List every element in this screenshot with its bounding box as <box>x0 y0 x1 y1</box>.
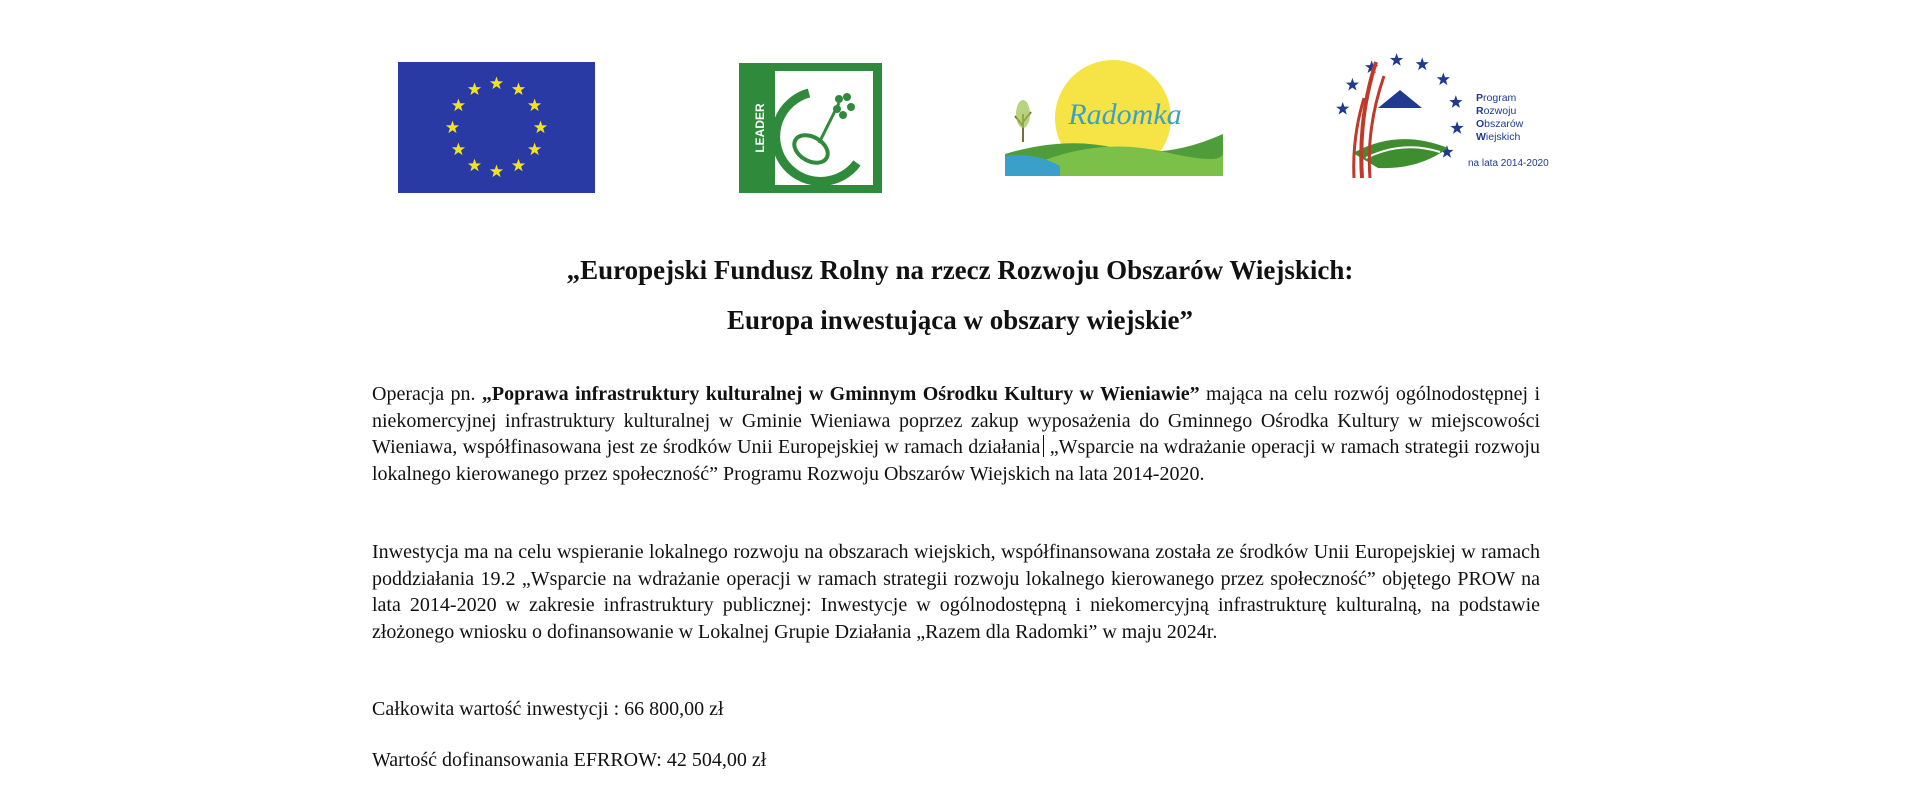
total-value-text: Całkowita wartość inwestycji : 66 800,00 zł <box>372 698 724 720</box>
operation-desc: mająca na celu rozwój ogólnodostępnej i niekomercyjnej infrastruktury kulturalnej w Gminie Wieniawa poprzez zakup wyposażenia do Gminnego Ośrodka Kultury w miejscowości Wieniawa, współfinasowana jest ze środków Unii Europejskiej w ramach działania <box>372 383 1541 458</box>
heading-line-2: Europa inwestująca w obszary wiejskie” <box>726 305 1193 335</box>
prow-star-icon <box>1390 53 1403 66</box>
prow-years: na lata 2014-2020 <box>1468 158 1549 169</box>
prow-logo <box>1318 48 1553 178</box>
prow-star-icon <box>1416 57 1429 70</box>
leader-logo <box>739 63 882 193</box>
prow-star-icon <box>1449 95 1462 108</box>
prow-star-icon <box>1437 72 1450 85</box>
radomka-logo-icon <box>1005 56 1223 176</box>
cofinancing-value <box>372 747 1540 774</box>
radomka-text: Radomka <box>1068 98 1182 131</box>
eu-flag-logo <box>398 62 595 193</box>
prow-star-icon <box>1336 102 1349 115</box>
leader-logo-icon <box>739 63 882 193</box>
prow-text: Program Rozwoju Obszarów Wiejskich <box>1476 92 1524 143</box>
heading-line-1: „Europejski Fundusz Rolny na rzecz Rozwoju Obszarów Wiejskich: <box>566 255 1354 285</box>
prow-star-icon <box>1450 121 1463 134</box>
investment-text: Inwestycja ma na celu wspieranie lokalnego rozwoju na obszarach wiejskich, współfinansowana została ze środków Unii Europejskiej w ramach poddziałania 19.2 „Wsparcie na wdrażanie operacji w ramach strategii rozwoju lokalnego kierowanego przez społeczność” objętego PROW na lata 2014-2020 w zakresie infrastruktury publicznej: Inwestycje w ogólnodostępną i niekomercyjną infrastrukturę kulturalną, na podstawie złożonego wniosku o dofinansowanie w Lokalnej Grupie Działania „Razem dla Radomki” w maju 2024r. <box>372 541 1540 643</box>
leader-text: LEADER <box>753 103 767 153</box>
prow-star-icon <box>1346 78 1359 91</box>
prow-logo-icon <box>1318 48 1468 178</box>
eu-flag-icon <box>398 62 595 193</box>
paragraph-operation <box>372 381 1540 487</box>
paragraph-investment <box>372 539 1540 645</box>
operation-program: „Wsparcie na wdrażanie operacji w ramach strategii rozwoju lokalnego kierowanego przez społeczność” Programu Rozwoju Obszarów Wiejskich na lata 2014-2020. <box>372 436 1540 485</box>
operation-title: „Poprawa infrastruktury kulturalnej w Gminnym Ośrodku Kultury w Wieniawie” <box>481 383 1200 405</box>
operation-lead: Operacja pn. <box>372 383 482 405</box>
radomka-logo <box>1005 56 1223 176</box>
total-investment-value <box>372 696 1540 723</box>
cofinancing-value-text: Wartość dofinansowania EFRROW: 42 504,00 zł <box>372 749 767 771</box>
